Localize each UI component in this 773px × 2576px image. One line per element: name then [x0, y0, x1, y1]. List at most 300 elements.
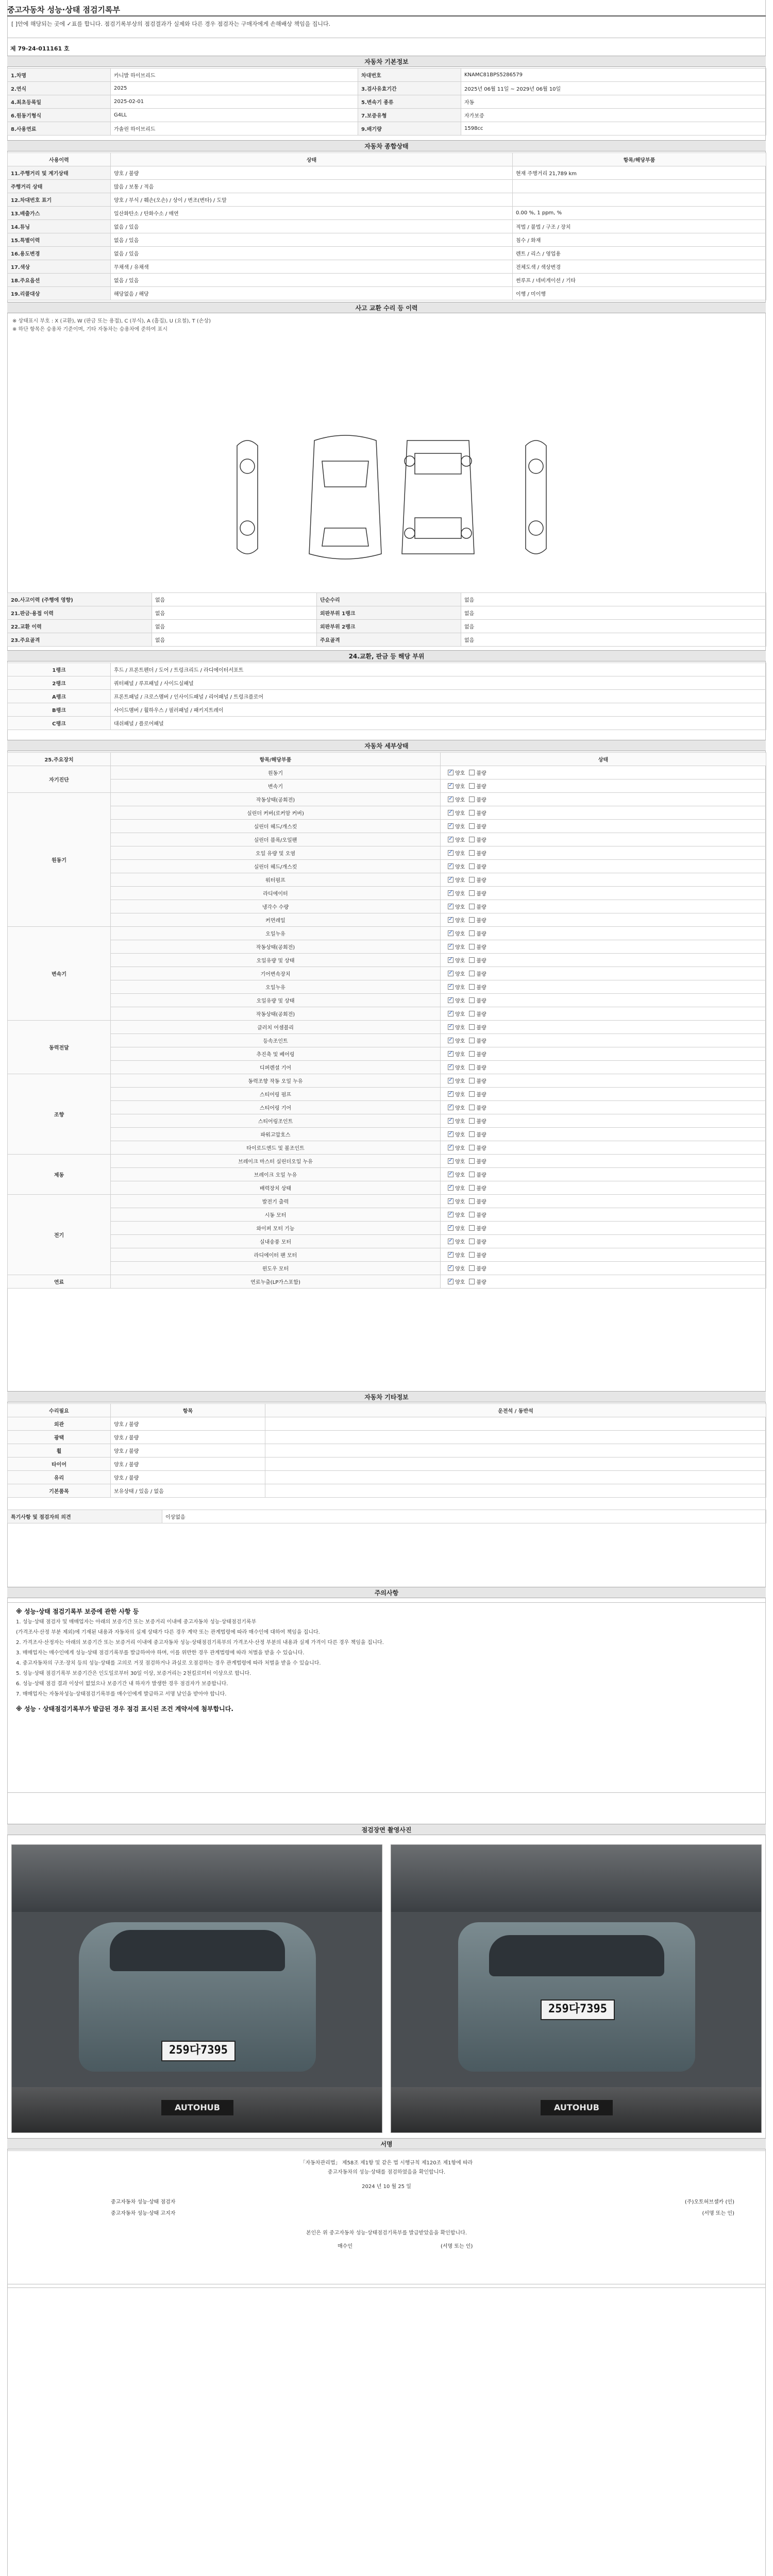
other-info-header: 자동차 기타정보: [7, 1391, 766, 1402]
checkbox[interactable]: [469, 1158, 475, 1164]
checkbox-label: 양호: [455, 1199, 465, 1205]
general-detail: 렌트 / 리스 / 영업용: [513, 247, 766, 260]
detail-group: 자기진단: [8, 766, 111, 793]
checkbox[interactable]: [448, 1145, 453, 1150]
other-value: 양호 / 불량: [111, 1444, 265, 1458]
checkbox[interactable]: [448, 1105, 453, 1110]
checkbox[interactable]: [469, 1145, 475, 1150]
general-label: 19.리콜대상: [8, 287, 111, 300]
general-status-row: [8, 247, 766, 260]
car-top-windshield: [322, 461, 368, 487]
detail-row: [8, 846, 766, 860]
detail-item: 시동 모터: [111, 1208, 441, 1222]
detail-state: [441, 820, 766, 833]
checkbox[interactable]: [469, 1091, 475, 1097]
checkbox-label: 양호: [455, 865, 465, 870]
checkbox-label: 양호: [455, 1280, 465, 1285]
checkbox[interactable]: [448, 850, 453, 856]
checkbox[interactable]: [469, 1118, 475, 1124]
rear-lift-logo: AUTOHUB: [541, 2100, 613, 2115]
detail-item: 변속기: [111, 779, 441, 793]
detail-row: [8, 927, 766, 940]
general-status: 많음 / 보통 / 적음: [111, 180, 513, 193]
checkbox[interactable]: [469, 984, 475, 990]
detail-item: 실린더 블록/오일팬: [111, 833, 441, 846]
detail-row: [8, 1128, 766, 1141]
detail-state: [441, 1007, 766, 1021]
general-label: 18.주요옵션: [8, 274, 111, 287]
parts-header: 24.교환, 판금 등 해당 부위: [7, 650, 766, 662]
general-label: 12.차대번호 표기: [8, 193, 111, 207]
notes-item: 1. 성능·상태 점검자 및 매매업자는 아래의 보증기간 또는 보증거리 이내에 중고자동차 성능·상태점검기록부: [16, 1619, 257, 1625]
basic-label-2: 차대번호: [358, 69, 461, 82]
accident-label-2: 주요골격: [317, 633, 461, 647]
checkbox-label: 불량: [476, 811, 486, 817]
basic-info-row: [8, 82, 766, 95]
other-side: [265, 1431, 766, 1444]
detail-state: [441, 967, 766, 980]
detail-item: 실린더 커버(로커암 커버): [111, 806, 441, 820]
other-value: 양호 / 불량: [111, 1458, 265, 1471]
other-side: [265, 1484, 766, 1498]
detail-item: 디퍼렌셜 기어: [111, 1061, 441, 1074]
checkbox-label: 양호: [455, 958, 465, 964]
checkbox-label: 양호: [455, 1159, 465, 1165]
checkbox[interactable]: [448, 770, 453, 775]
general-status: 양호 / 부식 / 훼손(오손) / 상이 / 변조(변타) / 도말: [111, 193, 513, 207]
checkbox[interactable]: [469, 1172, 475, 1177]
checkbox-label: 양호: [455, 851, 465, 857]
general-status: 무채색 / 유채색: [111, 260, 513, 274]
accident-value-2: 없음: [461, 606, 766, 620]
detail-item: 오일유량 및 상태: [111, 994, 441, 1007]
checkbox[interactable]: [448, 890, 453, 896]
detail-state: [441, 954, 766, 967]
parts-row: [8, 663, 766, 676]
accident-value: 없음: [152, 633, 317, 647]
other-side: [265, 1471, 766, 1484]
checkbox-label: 불량: [476, 1186, 486, 1192]
detail-state: [441, 1168, 766, 1181]
detail-state: [441, 1128, 766, 1141]
other-side: [265, 1458, 766, 1471]
inspector-opinion-table: [7, 1510, 766, 1523]
detail-row: [8, 954, 766, 967]
checkbox-label: 양호: [455, 931, 465, 937]
detail-row: [8, 1021, 766, 1034]
checkbox[interactable]: [448, 971, 453, 976]
statement-2: 중고자동차의 성능·상태를 점검하였음을 확인합니다.: [327, 2170, 446, 2175]
other-info-row: [8, 1417, 766, 1431]
detail-row: [8, 1195, 766, 1208]
checkbox[interactable]: [469, 1225, 475, 1231]
parts-row: [8, 690, 766, 703]
checkbox[interactable]: [469, 904, 475, 909]
detail-row: [8, 1181, 766, 1195]
detail-item: 스티어링 기어: [111, 1101, 441, 1114]
accident-value-2: 없음: [461, 620, 766, 633]
checkbox[interactable]: [469, 1051, 475, 1057]
basic-value: 가솔린 하이브리드: [111, 122, 358, 135]
basic-label: 6.원동기형식: [8, 109, 111, 122]
general-status: 해당없음 / 해당: [111, 287, 513, 300]
checkbox[interactable]: [448, 823, 453, 829]
detail-state: [441, 846, 766, 860]
detail-row: [8, 1141, 766, 1155]
detail-row: [8, 1262, 766, 1275]
checkbox[interactable]: [469, 1198, 475, 1204]
accident-value: 없음: [152, 606, 317, 620]
basic-label: 4.최초등록일: [8, 95, 111, 109]
detail-item: 오일유량 및 상태: [111, 954, 441, 967]
checkbox-label: 양호: [455, 985, 465, 991]
notes-closing: ※ 성능 · 상태점검기록부가 발급된 경우 점검 표시된 조건 계약서에 첨부합니다.: [16, 1705, 233, 1713]
checkbox[interactable]: [448, 1225, 453, 1231]
parts-rank: 2랭크: [8, 676, 111, 690]
checkbox[interactable]: [469, 890, 475, 896]
car-diagram: [216, 430, 567, 564]
detail-item: 커먼레일: [111, 913, 441, 927]
photos-header: 점검장면 촬영사진: [7, 1824, 766, 1835]
general-status-row: [8, 180, 766, 193]
detail-item: 작동상태(공회전): [111, 940, 441, 954]
checkbox[interactable]: [448, 1185, 453, 1191]
general-status: 없음 / 있음: [111, 274, 513, 287]
basic-value-2: 자동: [461, 95, 766, 109]
checkbox[interactable]: [469, 1185, 475, 1191]
car-frame-engine: [415, 453, 461, 474]
detail-state: [441, 1248, 766, 1262]
accident-label: 21.판금·용접 이력: [8, 606, 152, 620]
other-item-col: 항목: [111, 1404, 265, 1417]
detail-row: [8, 1034, 766, 1047]
checkbox[interactable]: [469, 796, 475, 802]
frame-wheel-3: [405, 528, 415, 538]
checkbox-label: 불량: [476, 824, 486, 830]
checkbox-label: 불량: [476, 1266, 486, 1272]
detail-item: 발전기 출력: [111, 1195, 441, 1208]
checkbox[interactable]: [469, 1239, 475, 1244]
general-status-header: 자동차 종합상태: [7, 140, 766, 151]
checkbox[interactable]: [469, 770, 475, 775]
photo-front-garage: [12, 1845, 382, 1912]
accident-value: 없음: [152, 620, 317, 633]
accident-row: [8, 593, 766, 606]
checkbox-label: 불량: [476, 958, 486, 964]
opinion-value: 이상없음: [162, 1510, 766, 1523]
general-detail: 적법 / 불법 / 구조 / 장치: [513, 220, 766, 233]
checkbox-label: 불량: [476, 1052, 486, 1058]
detail-state: [441, 900, 766, 913]
accident-label-2: 단순수리: [317, 593, 461, 606]
detail-state: [441, 927, 766, 940]
checkbox[interactable]: [469, 823, 475, 829]
detail-state: [441, 1114, 766, 1128]
checkbox-label: 양호: [455, 891, 465, 897]
general-status: 없음 / 있음: [111, 233, 513, 247]
checkbox-label: 양호: [455, 1240, 465, 1245]
checkbox[interactable]: [469, 1279, 475, 1284]
checkbox[interactable]: [469, 1064, 475, 1070]
checkbox[interactable]: [469, 837, 475, 842]
checkbox-label: 불량: [476, 1146, 486, 1151]
accident-label-2: 외판부위 1랭크: [317, 606, 461, 620]
checkbox[interactable]: [448, 783, 453, 789]
checkbox-label: 양호: [455, 1106, 465, 1111]
checkbox[interactable]: [469, 1252, 475, 1258]
detail-state: [441, 1181, 766, 1195]
car-top-outline: [309, 435, 381, 559]
checkbox-label: 양호: [455, 811, 465, 817]
checkbox[interactable]: [469, 930, 475, 936]
checkbox-label: 불량: [476, 985, 486, 991]
checkbox[interactable]: [448, 957, 453, 963]
checkbox-label: 불량: [476, 771, 486, 776]
checkbox[interactable]: [448, 997, 453, 1003]
checkbox-label: 양호: [455, 945, 465, 951]
checkbox[interactable]: [469, 810, 475, 816]
checkbox[interactable]: [448, 1158, 453, 1164]
detail-row: [8, 1235, 766, 1248]
checkbox-label: 불량: [476, 798, 486, 803]
col-item: 항목/해당부품: [111, 753, 441, 766]
checkbox-label: 불량: [476, 865, 486, 870]
checkbox[interactable]: [448, 904, 453, 909]
checkbox-label: 불량: [476, 1039, 486, 1044]
checkbox[interactable]: [469, 877, 475, 883]
detail-state: [441, 1074, 766, 1088]
checkbox[interactable]: [448, 1265, 453, 1271]
checkbox[interactable]: [469, 1131, 475, 1137]
detail-status-table: [7, 752, 766, 1289]
checkbox[interactable]: [448, 1091, 453, 1097]
checkbox[interactable]: [469, 1078, 475, 1083]
checkbox-label: 양호: [455, 972, 465, 977]
detail-state: [441, 793, 766, 806]
checkbox-label: 양호: [455, 1132, 465, 1138]
checkbox[interactable]: [469, 1011, 475, 1016]
checkbox-label: 양호: [455, 1052, 465, 1058]
detail-item: 라디에이터 팬 모터: [111, 1248, 441, 1262]
checkbox[interactable]: [469, 917, 475, 923]
checkbox[interactable]: [469, 863, 475, 869]
checkbox[interactable]: [448, 1024, 453, 1030]
basic-value-2: 자가보증: [461, 109, 766, 122]
detail-state: [441, 860, 766, 873]
detail-item: 연료누출(LP가스포함): [111, 1275, 441, 1289]
detail-item: 브레이크 오일 누유: [111, 1168, 441, 1181]
checkbox-label: 양호: [455, 1039, 465, 1044]
checkbox[interactable]: [448, 1212, 453, 1217]
checkbox[interactable]: [448, 944, 453, 950]
wheel-left-rear: [240, 521, 255, 535]
detail-row: [8, 1114, 766, 1128]
checkbox[interactable]: [448, 1011, 453, 1016]
general-status-row: [8, 220, 766, 233]
checkbox-label: 불량: [476, 878, 486, 884]
checkbox[interactable]: [448, 1198, 453, 1204]
photo-rear-garage: [391, 1845, 761, 1912]
basic-info-table: [7, 68, 766, 135]
checkbox[interactable]: [448, 1131, 453, 1137]
checkbox-label: 양호: [455, 1025, 465, 1031]
checkbox[interactable]: [469, 944, 475, 950]
checkbox[interactable]: [448, 877, 453, 883]
parts-items: 후드 / 프론트펜더 / 도어 / 트렁크리드 / 라디에이터서포트: [111, 663, 766, 676]
general-status-row: [8, 193, 766, 207]
checkbox[interactable]: [448, 1172, 453, 1177]
detail-row: [8, 900, 766, 913]
car-right-side-outline: [526, 440, 546, 554]
detail-state: [441, 1235, 766, 1248]
checkbox[interactable]: [469, 971, 475, 976]
general-label: 주행거리 상태: [8, 180, 111, 193]
checkbox[interactable]: [469, 783, 475, 789]
checkbox[interactable]: [448, 984, 453, 990]
other-side: [265, 1417, 766, 1431]
checkbox-label: 불량: [476, 1092, 486, 1098]
checkbox[interactable]: [448, 1038, 453, 1043]
photo-rear: [391, 1844, 762, 2133]
parts-row: [8, 703, 766, 717]
checkbox-label: 양호: [455, 1079, 465, 1084]
detail-state: [441, 887, 766, 900]
car-top-rear-glass: [322, 528, 368, 546]
checkbox[interactable]: [448, 1051, 453, 1057]
checkbox[interactable]: [448, 1252, 453, 1258]
receipt-text: 본인은 위 중고자동차 성능·상태점검기록부를 발급받았음을 확인합니다.: [306, 2230, 467, 2236]
notes-item: 7. 매매업자는 자동차성능·상태점검기록부를 매수인에게 발급하고 서명 날인을 받아야 합니다.: [16, 1691, 227, 1697]
detail-item: 오일누유: [111, 927, 441, 940]
detail-item: 클러치 어셈블리: [111, 1021, 441, 1034]
detail-row: [8, 887, 766, 900]
checkbox[interactable]: [448, 810, 453, 816]
parts-items: 프론트패널 / 크로스멤버 / 인사이드패널 / 리어패널 / 트렁크플로어: [111, 690, 766, 703]
front-license-plate: 259다7395: [161, 2041, 236, 2061]
basic-value-2: KNAMC81BPS5286579: [461, 69, 766, 82]
checkbox-label: 불량: [476, 1106, 486, 1111]
accident-row: [8, 620, 766, 633]
checkbox-label: 불량: [476, 972, 486, 977]
checkbox[interactable]: [448, 930, 453, 936]
detail-item: 실내송풍 모터: [111, 1235, 441, 1248]
general-label: 16.용도변경: [8, 247, 111, 260]
detail-group: 전기: [8, 1195, 111, 1275]
notes-item: 6. 성능·상태 점검 결과 이상이 없었으나 보증기간 내 하자가 발생한 경우 점검자가 보증합니다.: [16, 1681, 228, 1687]
other-info-table: [7, 1403, 766, 1498]
general-status-row: [8, 207, 766, 220]
checkbox[interactable]: [469, 997, 475, 1003]
detail-row: [8, 860, 766, 873]
checkbox-label: 불량: [476, 838, 486, 843]
detail-state: [441, 1061, 766, 1074]
detail-row: [8, 806, 766, 820]
checkbox-label: 양호: [455, 1213, 465, 1218]
checkbox[interactable]: [448, 837, 453, 842]
general-status: 일산화탄소 / 탄화수소 / 매연: [111, 207, 513, 220]
checkbox[interactable]: [469, 1024, 475, 1030]
checkbox[interactable]: [448, 1118, 453, 1124]
basic-label-2: 5.변속기 종류: [358, 95, 461, 109]
general-detail: 전체도색 / 색상변경: [513, 260, 766, 274]
detail-state: [441, 1262, 766, 1275]
accident-label: 22.교환 이력: [8, 620, 152, 633]
detail-status-header: 자동차 세부상태: [7, 740, 766, 751]
checkbox-label: 불량: [476, 905, 486, 910]
checkbox[interactable]: [469, 1105, 475, 1110]
checkbox[interactable]: [469, 957, 475, 963]
general-detail: 침수 / 화재: [513, 233, 766, 247]
other-info-row: [8, 1444, 766, 1458]
other-info-row: [8, 1484, 766, 1498]
detail-group: 원동기: [8, 793, 111, 927]
checkbox-label: 불량: [476, 1240, 486, 1245]
checkbox-label: 불량: [476, 1132, 486, 1138]
notes-box: [7, 1602, 766, 1793]
accident-label-2: 외판부위 2랭크: [317, 620, 461, 633]
other-value: 양호 / 불량: [111, 1471, 265, 1484]
checkbox[interactable]: [448, 1239, 453, 1244]
detail-row: [8, 793, 766, 806]
checkbox[interactable]: [448, 917, 453, 923]
general-status-row: [8, 287, 766, 300]
detail-item: 스티어링 펌프: [111, 1088, 441, 1101]
detail-group: 변속기: [8, 927, 111, 1021]
checkbox[interactable]: [448, 1078, 453, 1083]
general-status-row: [8, 260, 766, 274]
detail-group: 제동: [8, 1155, 111, 1195]
detail-item: 오일누유: [111, 980, 441, 994]
general-detail: 현재 주행거리 21,789 km: [513, 166, 766, 180]
inspector-name: (주)오토허브셀카 (인): [684, 2199, 734, 2205]
checkbox-label: 양호: [455, 1186, 465, 1192]
checkbox[interactable]: [469, 1265, 475, 1271]
checkbox[interactable]: [448, 796, 453, 802]
checkbox-label: 양호: [455, 798, 465, 803]
front-lift-logo: AUTOHUB: [161, 2100, 233, 2115]
accident-table: [7, 592, 766, 647]
detail-row: [8, 1088, 766, 1101]
basic-label: 8.사용연료: [8, 122, 111, 135]
detail-item: 와이퍼 모터 기능: [111, 1222, 441, 1235]
general-status-row: [8, 166, 766, 180]
checkbox[interactable]: [469, 1212, 475, 1217]
general-status: 없음 / 있음: [111, 247, 513, 260]
basic-value: G4LL: [111, 109, 358, 122]
detail-row: [8, 833, 766, 846]
notice-text: [ ]안에 해당되는 곳에 ✓표를 합니다. 점검기록부상의 점검결과가 실제와 다른 경우 점검자는 구매자에게 손해배상 책임을 집니다.: [11, 21, 331, 27]
accident-legend-2: ※ 하단 항목은 승용차 기준이며, 기타 자동차는 승용차에 준하여 표시: [12, 327, 167, 332]
checkbox[interactable]: [448, 1279, 453, 1284]
parts-rank: B랭크: [8, 703, 111, 717]
detail-row: [8, 980, 766, 994]
opinion-label: 특기사항 및 점검자의 의견: [8, 1510, 162, 1523]
checkbox[interactable]: [448, 1064, 453, 1070]
basic-label-2: 7.보증유형: [358, 109, 461, 122]
detail-item: 배력장치 상태: [111, 1181, 441, 1195]
detail-state: [441, 994, 766, 1007]
detail-state: [441, 940, 766, 954]
checkbox-label: 양호: [455, 905, 465, 910]
notes-item: 4. 중고자동차의 구조·장치 등의 성능·상태를 고의로 거짓 점검하거나 과실로 오점검하는 경우 관계법령에 따라 처벌을 받을 수 있습니다.: [16, 1660, 321, 1666]
detail-item: 냉각수 수량: [111, 900, 441, 913]
checkbox[interactable]: [469, 1038, 475, 1043]
checkbox[interactable]: [469, 850, 475, 856]
general-detail: 썬루프 / 네비게이션 / 기타: [513, 274, 766, 287]
checkbox[interactable]: [448, 863, 453, 869]
detail-row: [8, 1061, 766, 1074]
detail-row: [8, 873, 766, 887]
